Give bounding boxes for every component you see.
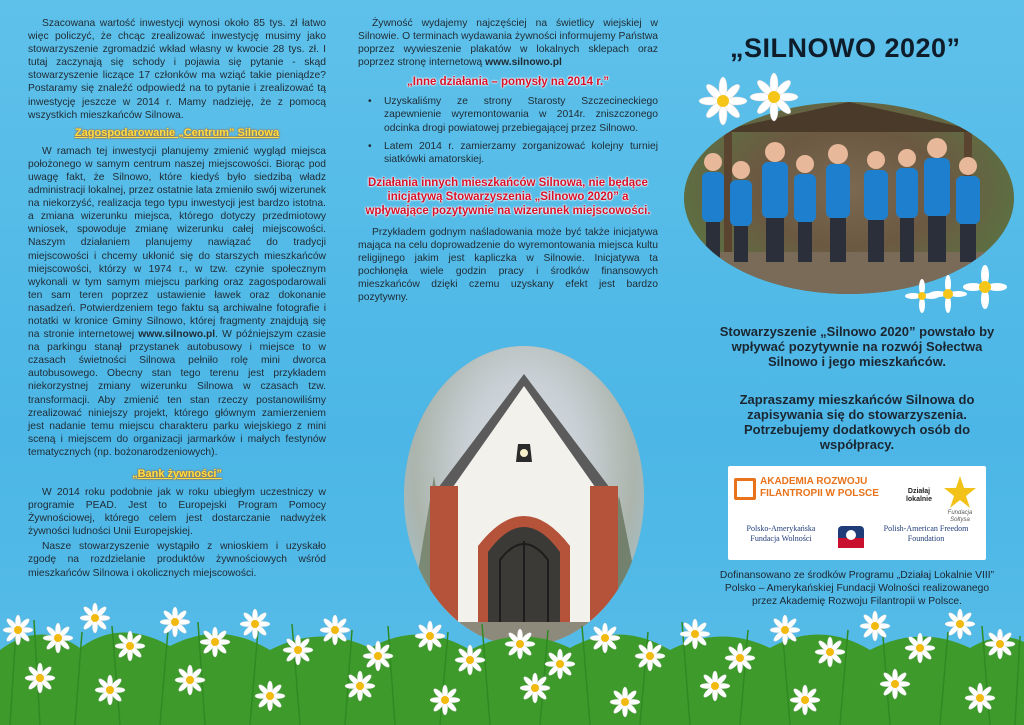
bank-paragraph-2: Nasze stowarzyszenie wystąpiło z wnioskiem i uzyskało zgodę na rozdzielanie produktów żywnościowych wśród mieszkańców Silnowa i okolicznych miejscowości. [28, 541, 326, 579]
section-heading-centrum: Zagospodarowanie „Centrum” Silnowa [74, 126, 280, 139]
residents-initiatives-heading: Działania innych mieszkańców Silnowa, nie będące inicjatywą Stowarzyszenia „Silnowo 2020” a wpływające pozytywnie na wizerunek miejscowości. [365, 176, 651, 217]
middle-column [358, 0, 658, 306]
sponsor-logos [728, 466, 986, 560]
arfp-logo-icon [734, 478, 756, 500]
activities-list [358, 95, 658, 165]
website-link[interactable]: www.silnowo.pl [138, 329, 216, 341]
centrum-text: W ramach tej inwestycji planujemy zmienić wygląd miejsca położonego w samym centrum naszej miejscowości. Biorąc pod uwagę fakt, że Silnowo, które kiedyś było siedzibą władz administracji lokalnej, przez ostatnie lata zmieniło swój wizerunek na niekorzyść, realizacja tego typu inwestycji jest bardzo istotna. a zmiana wizerunku miejsca, którego dotyczy przedmiotowy wniosek, spowoduje zmianę wizerunku całej miejscowości. Naszym działaniem planujemy nawiązać do tradycji miejscowości i chcemy ukłonić się do starszych mieszkańców miejscowości, którzy w 1974 r., w tzw. czynie społecznym wykonali w tym samym miejscu parking oraz zagospodarowali ten sam teren poprzez ustawienie ławek oraz dokonanie nasadzeń. Potwierdzeniem tego faktu są archiwalne fotografie i notatki w kronice Gminy Silnowo, której fragmenty znajdują się na stronie internetowej [28, 145, 326, 341]
paff-pl-text: Polsko-Amerykańska Fundacja Wolności [746, 524, 816, 543]
centrum-text-cont: . W późniejszym czasie na parkingu stanął przystanek autobusowy i miejsce to w czasach świetności Silnowa pełniło rolę mini dworca autobusowego. Obecny stan tego terenu jest przykładem niekorzystnej zmiany wizerunku Silnowa w czasach tzw. transformacji. Aby zmienić ten stan rzeczy postanowiliśmy zrealizować niniejszy projekt, którego głównym zamierzeniem jest nadanie temu miejscu charakteru parku wiejskiego z mini sceną i miejscem do organizacji jarmarków i małych festynów tematycznych (np. bożonarodzeniowych). [28, 329, 326, 458]
list-item: • Uzyskaliśmy ze strony Starosty Szczecineckiego zapewnienie wyremontowania w 2014r. zniszczonego odcinka drogi powiatowej przebiegającej przez Silnowo. [376, 95, 658, 134]
invite-text: Zapraszamy mieszkańców Silnowa do zapisywania się do stowarzyszenia. Potrzebujemy dodatkowych osób do współpracy. [739, 392, 975, 452]
bank-paragraph-1: W 2014 roku podobnie jak w roku ubiegłym uczestniczy w programie PEAD. Jest to Europejski Program Pomocy Żywnościowej, którego celem jest dostarczanie nadwyżek żywności ludności Unii Europejskiej. [28, 487, 326, 538]
other-activities-heading: „Inne działania – pomysły na 2014 r.” [407, 76, 609, 89]
paff-en-text: Polish-American Freedom Foundation [883, 524, 969, 543]
star-icon [940, 472, 980, 512]
chapel-paragraph: Przykładem godnym naśladowania może być także inicjatywa mająca na celu doprowadzenie do wyremontowania miejsca kultu religijnego jakim jest kapliczka w Silnowie. Inicjatywa ta pochłonęła wiele godzin pracy i środków finansowych mieszkańców dzięki czemu uzyskany efekt jest bardzo pozytywny. [358, 226, 658, 304]
paff-logo-icon [836, 524, 866, 550]
page-title: „SILNOWO 2020” [730, 33, 961, 63]
left-column [28, 0, 326, 582]
daisy-flower-icon [744, 72, 804, 122]
food-text: Żywność wydajemy najczęściej na świetlicy wiejskiej w Silnowie. O terminach wydawania żywności informujemy Państwa poprzez wywieszenie plakatów w lokalnych sklepach oraz poprzez stronę internetową [358, 18, 658, 69]
fundacja-logo [940, 472, 980, 512]
website-link-2[interactable]: www.silnowo.pl [485, 57, 562, 69]
arfp-logo-text: AKADEMIA ROZWOJU FILANTROPII W POLSCE [760, 476, 879, 499]
dzialaj-logo-text: Działaj lokalnie [905, 488, 933, 503]
daisy-meadow [0, 560, 1024, 725]
intro-paragraph: Szacowana wartość inwestycji wynosi około 85 tys. zł łatwo więc policzyć, że chcąc zrealizować inwestycję musimy jako stowarzyszenie zgromadzić wkład własny w kwocie 28 tys. zł. I tutaj zaczynają się schody i pojawia się pytanie - skąd stowarzyszenie liczące 17 członków ma wziąć takie pieniądze? Postaramy się znaleźć odpowiedź na to pytanie i zrealizować tą inwestycję jeszcze w 2014 r. Mamy nadzieję, że z pomocą wszystkich mieszkańców Silnowa. [28, 18, 326, 121]
food-paragraph [358, 17, 658, 69]
list-item: • Latem 2014 r. zamierzamy zorganizować kolejny turniej siatkówki amatorskiej. [376, 140, 658, 166]
funding-text: Dofinansowano ze środków Programu „Działaj Lokalnie VIII” Polsko – Amerykańskiej Fundacji Wolności realizowanego przez Akademię Rozwoju Filantropii w Polsce. [719, 570, 995, 607]
about-text: Stowarzyszenie „Silnowo 2020” powstało by wpływać pozytywnie na rozwój Sołectwa Silnowo i jego mieszkańców. [719, 324, 995, 369]
centrum-paragraph [28, 145, 326, 459]
fundacja-logo-text: Fundacja Sołtysa [947, 510, 973, 523]
daisy-flower-icon [960, 264, 1010, 310]
section-heading-bank: „Bank żywności” [132, 468, 222, 480]
